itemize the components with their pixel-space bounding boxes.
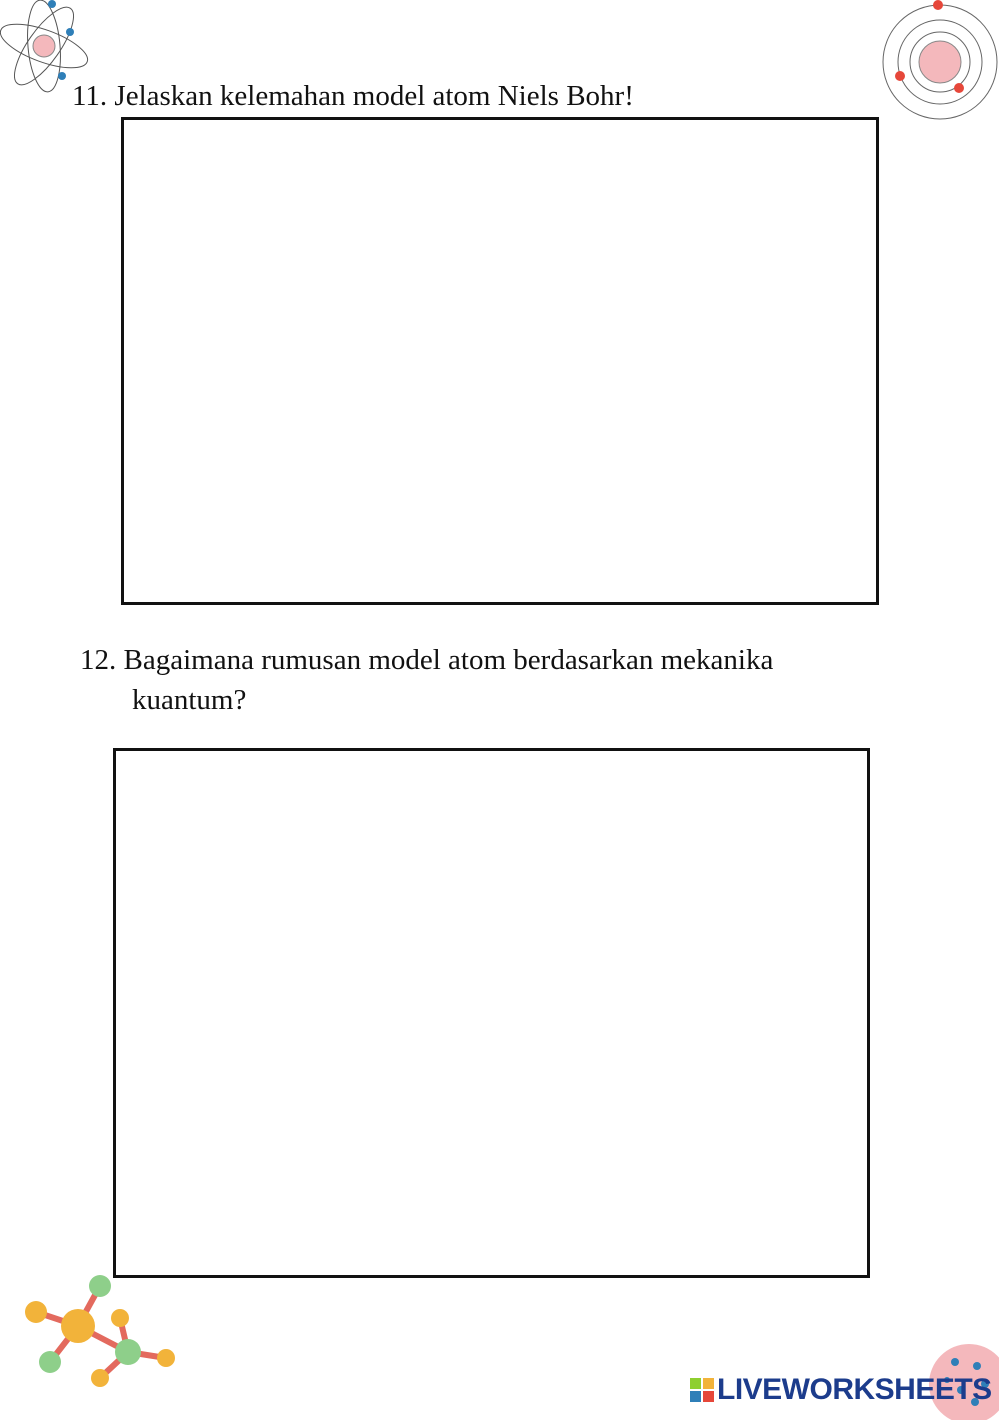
liveworksheets-logo-icon bbox=[690, 1378, 714, 1402]
question-12 bbox=[80, 640, 773, 720]
liveworksheets-brand bbox=[690, 1374, 992, 1406]
answer-box-12[interactable] bbox=[113, 748, 870, 1278]
bohr-atom-icon bbox=[880, 0, 999, 122]
question-12-line-2: kuantum? bbox=[132, 684, 247, 716]
question-12-line-1: 12. Bagaimana rumusan model atom berdasarkan mekanika bbox=[80, 644, 774, 676]
answer-box-11[interactable] bbox=[121, 117, 879, 605]
brand-text: LIVEWORKSHEETS bbox=[717, 1373, 992, 1406]
question-11: 11. Jelaskan kelemahan model atom Niels Bohr! bbox=[72, 80, 634, 112]
molecule-icon bbox=[18, 1270, 183, 1395]
